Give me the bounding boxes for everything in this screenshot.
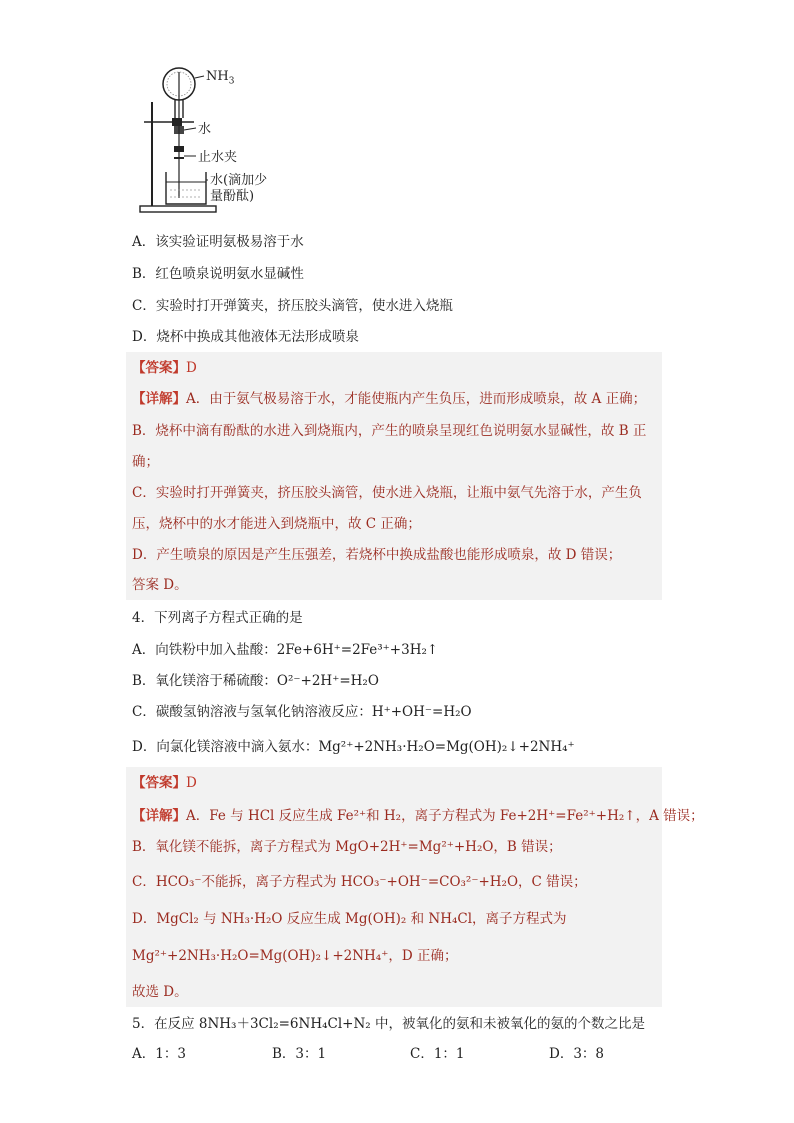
q3-explanation-line: 答案 D。 xyxy=(132,577,188,593)
q3-explanation-line: B．烧杯中滴有酚酞的水进入到烧瓶内，产生的喷泉呈现红色说明氨水显碱性，故 B 正 xyxy=(132,423,647,439)
water-label: 水 xyxy=(198,122,212,137)
q4-explanation-line: D．MgCl₂ 与 NH₃·H₂O 反应生成 Mg(OH)₂ 和 NH₄Cl，离子方程式为 xyxy=(132,911,567,927)
q4-explanation-line: B．氧化镁不能拆，离子方程式为 MgO+2H⁺=Mg²⁺+H₂O，B 错误； xyxy=(132,839,562,855)
q4-explanation-line: 故选 D。 xyxy=(132,984,188,1000)
q4-option-a: A．向铁粉中加入盐酸：2Fe+6H⁺=2Fe³⁺+3H₂↑ xyxy=(132,642,439,658)
fountain-apparatus-figure xyxy=(134,62,294,222)
q4-option-d: D．向氯化镁溶液中滴入氨水：Mg²⁺+2NH₃·H₂O=Mg(OH)₂↓+2NH₄⁺ xyxy=(132,739,575,755)
q5-option-d: D．3：8 xyxy=(549,1046,605,1062)
beaker-label-line1: 水(滴加少 xyxy=(210,173,268,188)
q5-option-b: B．3：1 xyxy=(272,1046,327,1062)
q4-explanation-line: 【详解】A．Fe 与 HCl 反应生成 Fe²⁺和 H₂，离子方程式为 Fe+2H⁺=Fe²⁺+H₂↑，A 错误； xyxy=(132,808,704,824)
q4-explanation-line: C．HCO₃⁻不能拆，离子方程式为 HCO₃⁻+OH⁻=CO₃²⁻+H₂O，C 错误； xyxy=(132,874,587,890)
q3-explanation-line: D．产生喷泉的原因是产生压强差，若烧杯中换成盐酸也能形成喷泉，故 D 错误； xyxy=(132,547,622,563)
q4-option-b: B．氧化镁溶于稀硫酸：O²⁻+2H⁺=H₂O xyxy=(132,673,379,689)
q3-explanation-line: 【详解】A．由于氨气极易溶于水，才能使瓶内产生负压，进而形成喷泉，故 A 正确； xyxy=(132,391,647,407)
q3-answer: 【答案】D xyxy=(132,360,197,376)
q5-option-a: A．1：3 xyxy=(132,1046,186,1062)
q3-option-b: B．红色喷泉说明氨水显碱性 xyxy=(132,266,304,282)
q5-stem: 5．在反应 8NH₃＋3Cl₂=6NH₄Cl+N₂ 中，被氧化的氨和未被氧化的氨的个数之比是 xyxy=(132,1016,645,1032)
q3-explanation-line: C．实验时打开弹簧夹，挤压胶头滴管，使水进入烧瓶，让瓶中氨气先溶于水，产生负 xyxy=(132,485,642,501)
q3-explanation-line: 压，烧杯中的水才能进入到烧瓶中，故 C 正确； xyxy=(132,516,421,532)
q4-answer: 【答案】D xyxy=(132,775,197,791)
clamp-label: 止水夹 xyxy=(198,150,238,165)
q3-option-c: C．实验时打开弹簧夹，挤压胶头滴管，使水进入烧瓶 xyxy=(132,298,453,314)
q4-option-c: C．碳酸氢钠溶液与氢氧化钠溶液反应：H⁺+OH⁻=H₂O xyxy=(132,704,472,720)
q3-option-d: D．烧杯中换成其他液体无法形成喷泉 xyxy=(132,329,359,345)
nh3-label: $NH_3$ xyxy=(206,69,235,87)
beaker-label-line2: 量酚酞) xyxy=(210,189,255,204)
q3-option-a: A．该实验证明氨极易溶于水 xyxy=(132,234,304,250)
q3-explanation-line: 确； xyxy=(132,454,159,470)
q5-option-c: C．1：1 xyxy=(410,1046,465,1062)
q4-stem: 4．下列离子方程式正确的是 xyxy=(132,610,303,626)
q4-explanation-line: Mg²⁺+2NH₃·H₂O=Mg(OH)₂↓+2NH₄⁺，D 正确； xyxy=(132,948,458,964)
